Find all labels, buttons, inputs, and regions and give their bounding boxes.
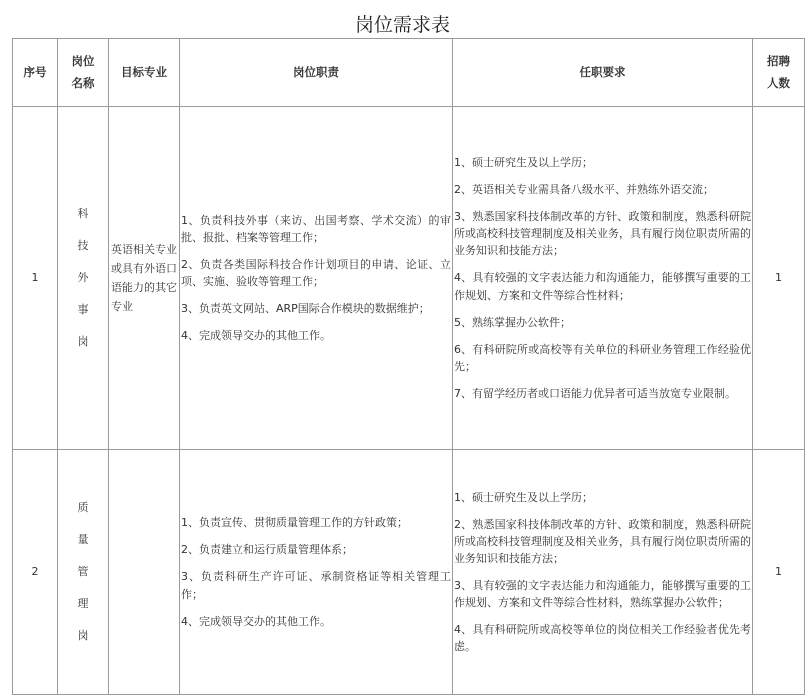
- requirement-item: 1、硕士研究生及以上学历；: [454, 156, 593, 170]
- page-title: 岗位需求表: [354, 14, 450, 36]
- duty-item: 4、完成领导交办的其他工作。: [181, 329, 331, 343]
- position-char: 事: [77, 303, 89, 316]
- row-number: 2: [13, 450, 58, 695]
- position-char: 理: [77, 597, 89, 610]
- requirement-item: 1、硕士研究生及以上学历；: [454, 490, 593, 504]
- requirements-cell: [453, 450, 753, 695]
- header-count-line2: 人数: [767, 75, 790, 90]
- duty-item: 1、负责科技外事（来访、出国考察、学术交流）的审批、报批、档案等管理工作；: [181, 213, 451, 244]
- hire-count: 1: [753, 450, 805, 695]
- job-requirements-table: [12, 38, 805, 695]
- requirement-item: 3、熟悉国家科技体制改革的方针、政策和制度，熟悉科研院所或高校科技管理制度及相关业务，具有履行岗位职责所需的业务知识和技能方法；: [454, 210, 751, 258]
- header-major: 目标专业: [109, 39, 180, 107]
- position-char: 科: [77, 207, 89, 220]
- requirement-item: 2、英语相关专业需具备八级水平、并熟练外语交流；: [454, 183, 714, 197]
- duties-cell: [180, 107, 453, 450]
- position-name: [58, 107, 109, 450]
- header-position-line1: 岗位: [71, 53, 95, 68]
- position-char: 技: [77, 239, 89, 252]
- header-duties: 岗位职责: [180, 39, 453, 107]
- header-no: 序号: [13, 39, 58, 107]
- position-char: 外: [77, 271, 89, 284]
- duties-cell: [180, 450, 453, 695]
- requirements-cell: [453, 107, 753, 450]
- target-major: [109, 450, 180, 695]
- position-name: [58, 450, 109, 695]
- header-count: [753, 39, 805, 107]
- requirement-item: 5、熟练掌握办公软件；: [454, 315, 571, 329]
- hire-count: 1: [753, 107, 805, 450]
- requirement-item: 4、具有科研院所或高校等单位的岗位相关工作经验者优先考虑。: [454, 623, 751, 654]
- requirement-item: 4、具有较强的文字表达能力和沟通能力，能够撰写重要的工作规划、方案和文件等综合性材料；: [454, 271, 751, 302]
- table-row: [13, 107, 805, 450]
- duty-item: 1、负责宣传、贯彻质量管理工作的方针政策；: [181, 516, 408, 530]
- position-char: 量: [77, 533, 89, 546]
- requirement-item: 2、熟悉国家科技体制改革的方针、政策和制度，熟悉科研院所或高校科技管理制度及相关业务，具有履行岗位职责所需的业务知识和技能方法；: [454, 517, 751, 565]
- target-major: 英语相关专业或具有外语口语能力的其它专业: [109, 107, 180, 450]
- requirement-item: 3、具有较强的文字表达能力和沟通能力，能够撰写重要的工作规划、方案和文件等综合性材料，熟练掌握办公软件；: [454, 579, 751, 610]
- header-position: [58, 39, 109, 107]
- requirement-item: 6、有科研院所或高校等有关单位的科研业务管理工作经验优先；: [454, 342, 751, 373]
- header-count-line1: 招聘: [767, 53, 790, 68]
- duty-item: 2、负责各类国际科技合作计划项目的申请、论证、立项、实施、验收等管理工作；: [181, 257, 451, 288]
- requirement-item: 7、有留学经历者或口语能力优异者可适当放宽专业限制。: [454, 386, 736, 400]
- header-position-line2: 名称: [71, 75, 95, 90]
- position-char: 管: [77, 565, 89, 578]
- table-header-row: [13, 39, 805, 107]
- duty-item: 2、负责建立和运行质量管理体系；: [181, 543, 353, 557]
- position-char: 岗: [77, 629, 89, 642]
- header-requirements: 任职要求: [453, 39, 753, 107]
- duty-item: 3、负责科研生产许可证、承制资格证等相关管理工作；: [181, 570, 451, 601]
- position-char: 质: [77, 501, 89, 514]
- row-number: 1: [13, 107, 58, 450]
- table-row: [13, 450, 805, 695]
- position-char: 岗: [77, 335, 89, 348]
- duty-item: 4、完成领导交办的其他工作。: [181, 614, 331, 628]
- duty-item: 3、负责英文网站、ARP国际合作模块的数据维护；: [181, 302, 430, 316]
